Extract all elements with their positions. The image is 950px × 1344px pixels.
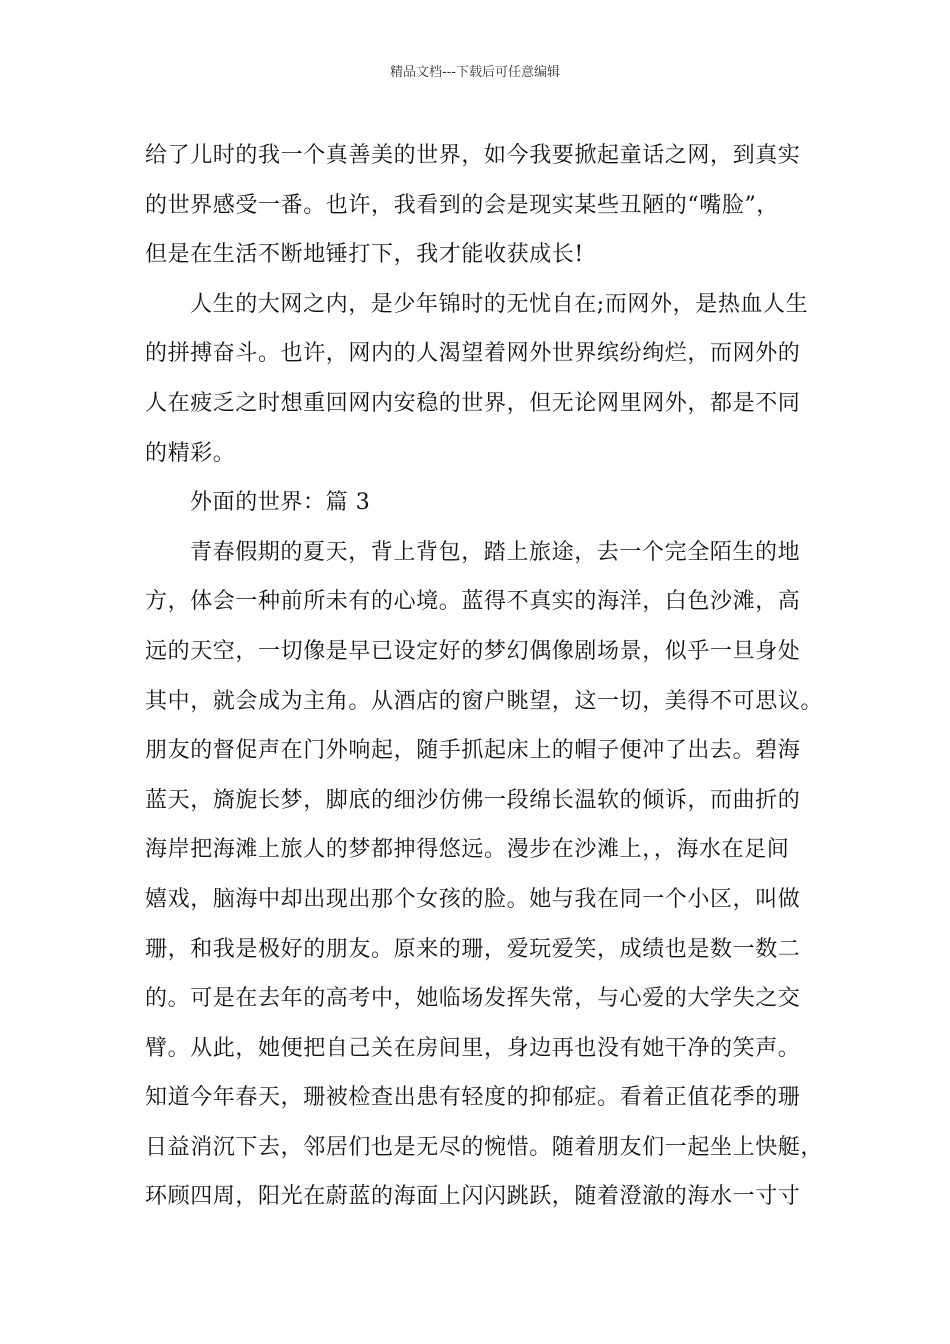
- text-line: 海岸把海滩上旅人的梦都抻得悠远。漫步在沙滩上，，海水在足间: [145, 837, 790, 863]
- text-line: 远的天空，一切像是早已设定好的梦幻偶像剧场景，似乎一旦身处: [145, 638, 801, 664]
- text-line: 人在疲乏之时想重回网内安稳的世界，但无论网里网外，都是不同: [145, 390, 801, 416]
- text-line: 但是在生活不断地锤打下，我才能收获成长!: [145, 242, 584, 268]
- text-line: 日益消沉下去，邻居们也是无尽的惋惜。随着朋友们一起坐上快艇，: [145, 1134, 824, 1160]
- text-line: 朋友的督促声在门外响起，随手抓起床上的帽子便冲了出去。碧海: [145, 738, 801, 764]
- text-line: 给了儿时的我一个真善美的世界，如今我要掀起童话之网，到真实: [145, 143, 801, 168]
- text-line: 其中，就会成为主角。从酒店的窗户眺望，这一切，美得不可思议。: [145, 688, 824, 714]
- page-header: 精品文档---下载后可任意编辑: [389, 65, 561, 80]
- section-heading: 外面的世界：篇 3: [190, 490, 371, 516]
- text-line: 的拼搏奋斗。也许，网内的人渴望着网外世界缤纷绚烂，而网外的: [145, 341, 801, 367]
- text-line: 蓝天，旖旎长梦，脚底的细沙仿佛一段绵长温软的倾诉，而曲折的: [145, 787, 801, 813]
- text-line: 方，体会一种前所未有的心境。蓝得不真实的海洋，白色沙滩，高: [145, 589, 801, 615]
- text-line: 的精彩。: [145, 440, 236, 466]
- text-line: 臂。从此，她便把自己关在房间里，身边再也没有她干净的笑声。: [145, 1035, 801, 1061]
- paragraph-first-line: 人生的大网之内，是少年锦时的无忧自在;而网外，是热血人生: [190, 291, 809, 317]
- text-line: 的。可是在去年的高考中，她临场发挥失常，与心爱的大学失之交: [145, 986, 801, 1012]
- text-line: 环顾四周，阳光在蔚蓝的海面上闪闪跳跃，随着澄澈的海水一寸寸: [145, 1184, 801, 1210]
- text-line: 嬉戏，脑海中却出现出那个女孩的脸。她与我在同一个小区，叫做: [145, 886, 801, 912]
- document-body: [145, 131, 825, 1222]
- text-line: 的世界感受一番。也许，我看到的会是现实某些丑陋的“嘴脸”，: [145, 192, 779, 218]
- text-line: 珊，和我是极好的朋友。原来的珊，爱玩爱笑，成绩也是数一数二: [145, 936, 801, 962]
- paragraph-first-line: 青春假期的夏天，背上背包，踏上旅途，去一个完全陌生的地: [190, 539, 801, 565]
- text-line: 知道今年春天，珊被检查出患有轻度的抑郁症。看着正值花季的珊: [145, 1085, 801, 1111]
